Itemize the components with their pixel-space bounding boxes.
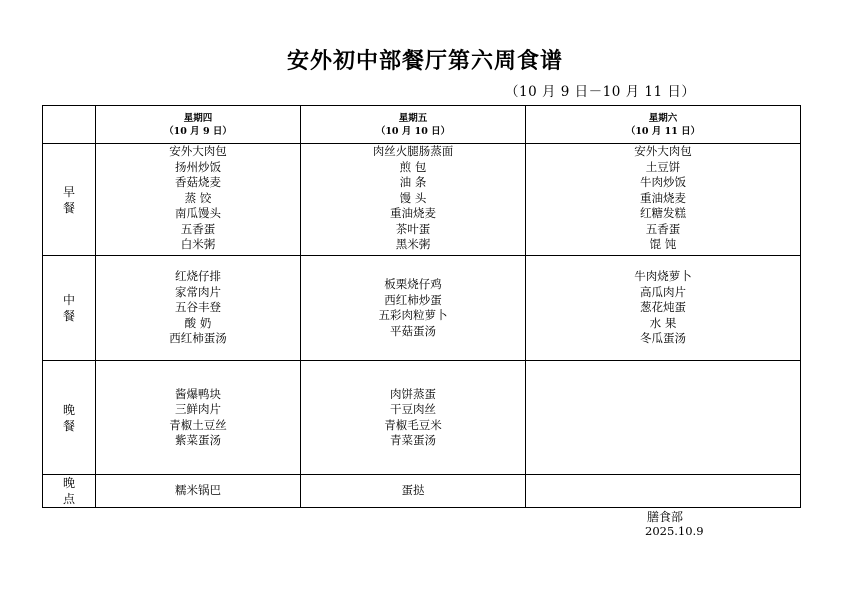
lunch-row [43,256,801,361]
day-header-sat [526,106,801,144]
day-date: （10 月 10 日） [375,125,451,137]
meal-label-dinner: 晚 餐 [43,361,96,475]
menu-item: 蛋挞 [401,483,425,498]
menu-table [42,105,801,508]
day-name: 星期四 [183,112,213,124]
menu-item: 肉饼蒸蛋 [390,386,436,401]
corner-cell [43,106,96,144]
menu-item: 馒 头 [399,190,427,205]
menu-item: 茶叶蛋 [395,221,431,236]
day-date: （10 月 9 日） [164,125,232,137]
menu-item: 红烧仔排 [175,269,221,284]
menu-item: 西红柿炒蛋 [384,292,442,307]
menu-item: 干豆肉丝 [390,402,436,416]
menu-item: 土豆饼 [645,159,681,174]
footer-date: 2025.10.9 [645,524,704,538]
menu-item: 五香蛋 [180,221,216,236]
menu-item: 青椒土豆丝 [169,417,227,432]
page-title: 安外初中部餐厅第六周食谱 [286,49,563,74]
day-date: （10 月 11 日） [625,125,701,137]
menu-cell [526,475,801,508]
menu-item: 香菇烧麦 [175,175,221,189]
menu-cell [301,256,526,361]
menu-item: 酱爆鸭块 [175,386,221,401]
meal-label-lunch: 中 餐 [43,256,96,361]
menu-item: 酸 奶 [184,315,212,330]
menu-cell [96,256,301,361]
menu-cell [526,361,801,475]
menu-cell [96,144,301,256]
menu-item: 西红柿蛋汤 [169,331,227,346]
date-range: （10 月 9 日－10 月 11 日） [505,84,696,100]
day-header-fri [301,106,526,144]
menu-cell [526,256,801,361]
menu-item: 五谷丰登 [175,300,221,315]
menu-cell [96,361,301,475]
menu-item: 南瓜馒头 [175,206,221,220]
meal-label-evening-snack: 晚 点 [43,475,96,508]
menu-item: 红糖发糕 [640,206,686,220]
menu-item: 水 果 [649,315,677,330]
menu-cell [526,144,801,256]
menu-item: 三鲜肉片 [175,402,221,416]
meal-label-breakfast: 早 餐 [43,144,96,256]
menu-cell [301,475,526,508]
menu-item: 肉丝火腿肠蒸面 [372,144,454,158]
menu-item: 五香蛋 [645,221,681,236]
menu-cell [301,144,526,256]
menu-item: 青菜蛋汤 [390,433,436,447]
menu-item: 高瓜肉片 [640,284,686,299]
menu-item: 油 条 [399,175,427,189]
menu-item: 牛肉炒饭 [640,175,686,189]
footer-department: 膳食部 [647,510,684,524]
menu-item: 重油烧麦 [390,206,436,220]
menu-item: 牛肉烧萝卜 [634,269,692,284]
menu-item: 蒸 饺 [184,190,212,205]
menu-item: 馄 饨 [649,237,677,251]
menu-item: 紫菜蛋汤 [175,433,221,447]
menu-item: 安外大肉包 [634,144,692,158]
day-name: 星期六 [648,112,678,124]
menu-item: 平菇蛋汤 [390,323,436,338]
menu-item: 青椒毛豆米 [384,417,442,432]
menu-item: 板栗烧仔鸡 [384,277,442,291]
menu-item: 糯米锅巴 [175,483,221,498]
menu-item: 重油烧麦 [640,190,686,205]
menu-item: 五彩肉粒萝卜 [378,308,448,322]
day-header-thu [96,106,301,144]
menu-item: 家常肉片 [175,284,221,299]
menu-item: 安外大肉包 [169,144,227,158]
menu-item: 扬州炒饭 [175,159,221,174]
day-name: 星期五 [398,112,428,124]
menu-cell [96,475,301,508]
menu-cell [301,361,526,475]
menu-item: 冬瓜蛋汤 [640,331,686,346]
menu-item: 葱花炖蛋 [640,300,686,315]
header-row [43,106,801,144]
evening-snack-row [43,475,801,508]
menu-item: 煎 包 [399,159,427,174]
menu-item: 黑米粥 [395,237,431,251]
breakfast-row [43,144,801,256]
menu-item: 白米粥 [180,237,216,251]
dinner-row [43,361,801,475]
